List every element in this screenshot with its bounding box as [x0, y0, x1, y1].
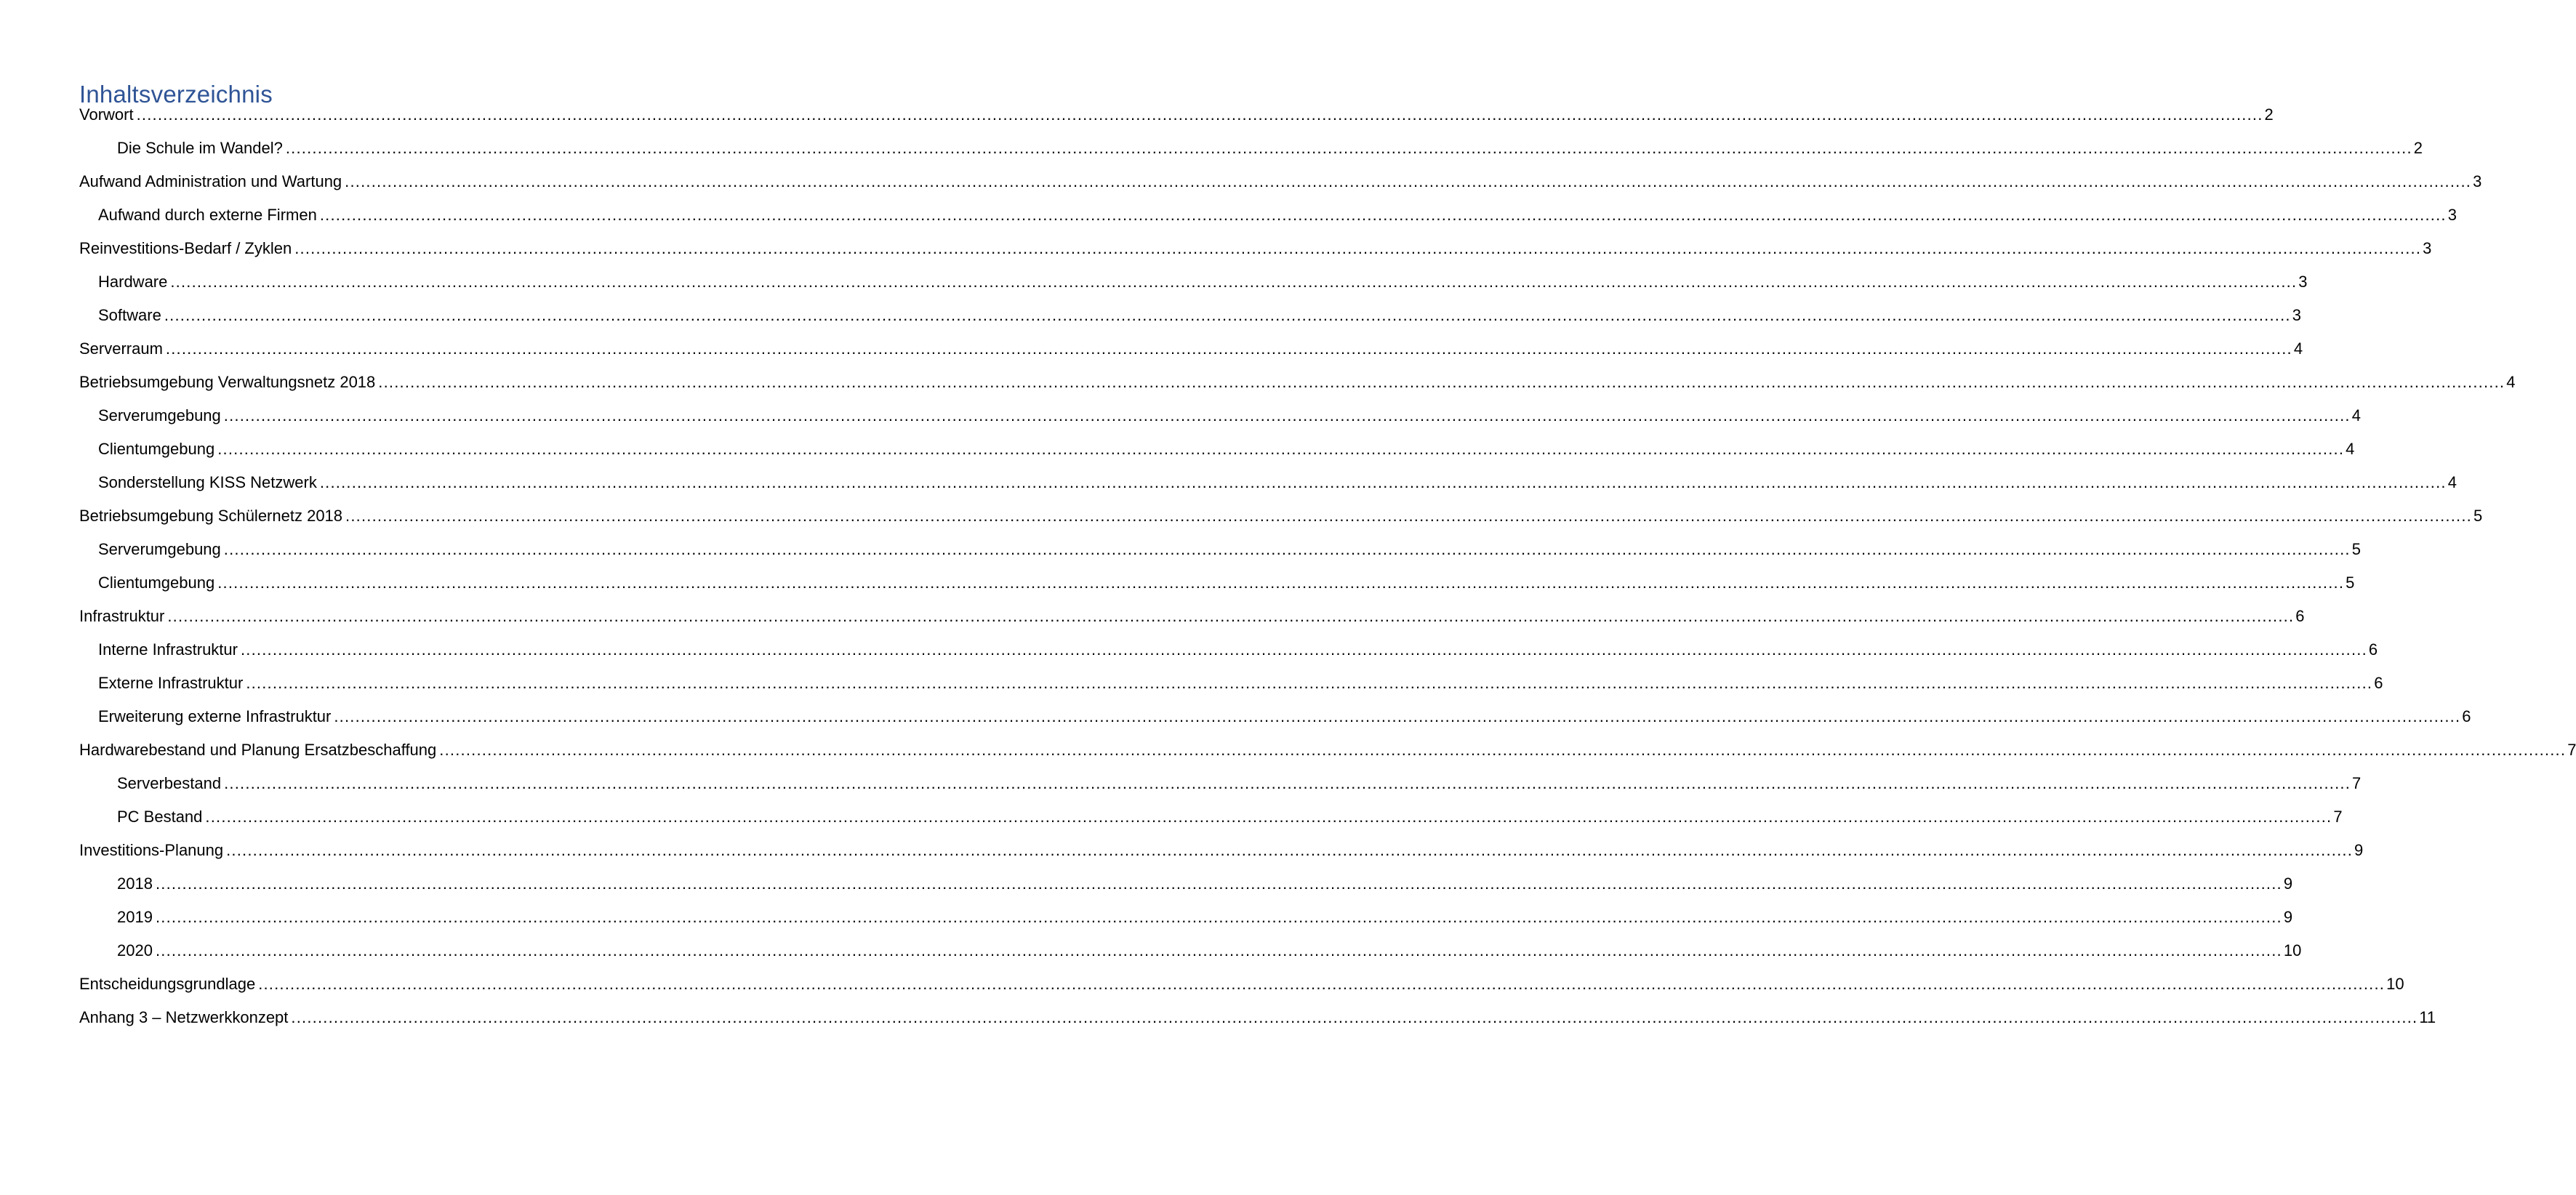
toc-dot-leader: ................................................................................................................................................................................................................................................................................................................................................................................................................ [226, 841, 2354, 859]
toc-entry-text: Sonderstellung KISS Netzwerk [98, 473, 317, 491]
toc-entry[interactable] [79, 299, 2301, 332]
toc-entry-text: Aufwand durch externe Firmen [98, 206, 317, 224]
toc-entry-page-number: 3 [2473, 172, 2482, 190]
toc-entry-text: Clientumgebung [98, 574, 215, 592]
toc-entry-text: Entscheidungsgrundlage [79, 975, 256, 993]
toc-entry-page-number: 4 [2351, 406, 2361, 425]
toc-entry-text: Vorwort [79, 105, 134, 124]
toc-dot-leader: ................................................................................................................................................................................................................................................................................................................................................................................................................ [223, 540, 2351, 558]
toc-entry-text: Reinvestitions-Bedarf / Zyklen [79, 239, 292, 257]
toc-dot-leader: ................................................................................................................................................................................................................................................................................................................................................................................................................ [378, 373, 2505, 391]
toc-entry-page-number: 6 [2368, 640, 2378, 659]
toc-entry-page-number: 7 [2352, 774, 2362, 792]
toc-entry-text: Erweiterung externe Infrastruktur [98, 707, 332, 725]
toc-entry[interactable] [79, 265, 2308, 299]
toc-entry-text: Interne Infrastruktur [98, 640, 238, 659]
toc-dot-leader: ................................................................................................................................................................................................................................................................................................................................................................................................................ [258, 975, 2386, 993]
toc-entry[interactable] [79, 566, 2355, 600]
toc-entry[interactable] [79, 399, 2361, 432]
toc-entry-text: Aufwand Administration und Wartung [79, 172, 342, 190]
toc-entry-page-number: 11 [2419, 1008, 2436, 1026]
toc-entry[interactable] [79, 867, 2293, 901]
toc-entry-text: Hardware [98, 273, 168, 291]
toc-entry[interactable] [79, 165, 2482, 198]
toc-entry-page-number: 4 [2293, 339, 2303, 358]
toc-entry-page-number: 6 [2374, 674, 2383, 692]
toc-dot-leader: ................................................................................................................................................................................................................................................................................................................................................................................................................ [246, 674, 2373, 692]
toc-entry-text: Serverumgebung [98, 406, 221, 425]
toc-dot-leader: ................................................................................................................................................................................................................................................................................................................................................................................................................ [205, 808, 2332, 826]
toc-entry-page-number: 9 [2354, 841, 2364, 859]
toc-entry-text: 2018 [117, 874, 153, 893]
toc-dot-leader: ................................................................................................................................................................................................................................................................................................................................................................................................................ [164, 306, 2291, 324]
toc-entry-page-number: 5 [2351, 540, 2361, 558]
toc-dot-leader: ................................................................................................................................................................................................................................................................................................................................................................................................................ [319, 473, 2447, 491]
toc-entry[interactable] [79, 633, 2378, 667]
toc-entry[interactable] [79, 667, 2383, 700]
toc-entry-page-number: 5 [2346, 574, 2355, 592]
toc-dot-leader: ................................................................................................................................................................................................................................................................................................................................................................................................................ [294, 239, 2422, 257]
toc-entry-page-number: 5 [2473, 507, 2483, 525]
toc-entry-text: Serverumgebung [98, 540, 221, 558]
toc-entry-page-number: 3 [2447, 206, 2457, 224]
toc-entry-text: Clientumgebung [98, 440, 215, 458]
toc-entry-text: Hardwarebestand und Planung Ersatzbeschaffung [79, 741, 437, 759]
toc-entry[interactable] [79, 1001, 2436, 1034]
toc-entry[interactable] [79, 232, 2432, 265]
toc-entry-text: PC Bestand [117, 808, 203, 826]
toc-entry-page-number: 3 [2423, 239, 2432, 257]
toc-entry-text: 2020 [117, 941, 153, 959]
toc-dot-leader: ................................................................................................................................................................................................................................................................................................................................................................................................................ [217, 574, 2345, 592]
toc-entry-page-number: 9 [2283, 874, 2293, 893]
toc-entry[interactable] [79, 98, 2274, 132]
toc-entry-text: Investitions-Planung [79, 841, 224, 859]
toc-entry-text: 2019 [117, 908, 153, 926]
toc-entry-page-number: 4 [2346, 440, 2355, 458]
toc-entry-page-number: 2 [2264, 105, 2274, 124]
toc-dot-leader: ................................................................................................................................................................................................................................................................................................................................................................................................................ [155, 941, 2282, 959]
toc-entry-text: Die Schule im Wandel? [117, 139, 283, 157]
toc-entry[interactable] [79, 700, 2471, 733]
toc-entry-page-number: 7 [2567, 741, 2576, 759]
toc-entry[interactable] [79, 934, 2302, 967]
toc-list [79, 98, 2576, 1034]
toc-entry-page-number: 3 [2292, 306, 2301, 324]
toc-dot-leader: ................................................................................................................................................................................................................................................................................................................................................................................................................ [136, 105, 2263, 124]
toc-entry[interactable] [79, 901, 2293, 934]
toc-dot-leader: ................................................................................................................................................................................................................................................................................................................................................................................................................ [291, 1008, 2418, 1026]
toc-dot-leader: ................................................................................................................................................................................................................................................................................................................................................................................................................ [345, 172, 2472, 190]
toc-entry-page-number: 9 [2283, 908, 2293, 926]
toc-dot-leader: ................................................................................................................................................................................................................................................................................................................................................................................................................ [155, 908, 2282, 926]
toc-entry-page-number: 10 [2386, 975, 2404, 993]
toc-entry[interactable] [79, 366, 2516, 399]
toc-dot-leader: ................................................................................................................................................................................................................................................................................................................................................................................................................ [165, 339, 2292, 358]
toc-dot-leader: ................................................................................................................................................................................................................................................................................................................................................................................................................ [240, 640, 2367, 659]
toc-entry[interactable] [79, 800, 2343, 834]
toc-entry-text: Serverbestand [117, 774, 222, 792]
toc-entry-text: Infrastruktur [79, 607, 165, 625]
toc-entry-text: Anhang 3 – Netzwerkkonzept [79, 1008, 289, 1026]
toc-entry-page-number: 6 [2295, 607, 2305, 625]
toc-dot-leader: ................................................................................................................................................................................................................................................................................................................................................................................................................ [167, 607, 2295, 625]
toc-entry-text: Betriebsumgebung Schülernetz 2018 [79, 507, 343, 525]
toc-entry[interactable] [79, 600, 2305, 633]
toc-entry[interactable] [79, 432, 2355, 466]
toc-title: Inhaltsverzeichnis [79, 81, 273, 108]
toc-entry[interactable] [79, 132, 2423, 165]
toc-entry[interactable] [79, 733, 2576, 767]
toc-entry[interactable] [79, 834, 2364, 867]
toc-dot-leader: ................................................................................................................................................................................................................................................................................................................................................................................................................ [334, 707, 2461, 725]
toc-entry-page-number: 3 [2298, 273, 2308, 291]
toc-dot-leader: ................................................................................................................................................................................................................................................................................................................................................................................................................ [224, 774, 2351, 792]
toc-dot-leader: ................................................................................................................................................................................................................................................................................................................................................................................................................ [285, 139, 2412, 157]
toc-entry[interactable] [79, 466, 2457, 499]
toc-dot-leader: ................................................................................................................................................................................................................................................................................................................................................................................................................ [345, 507, 2472, 525]
toc-entry[interactable] [79, 533, 2361, 566]
toc-entry-text: Serverraum [79, 339, 163, 358]
toc-entry[interactable] [79, 967, 2404, 1001]
toc-dot-leader: ................................................................................................................................................................................................................................................................................................................................................................................................................ [170, 273, 2298, 291]
toc-dot-leader: ................................................................................................................................................................................................................................................................................................................................................................................................................ [439, 741, 2567, 759]
toc-entry-page-number: 7 [2333, 808, 2343, 826]
toc-entry-text: Software [98, 306, 161, 324]
toc-entry-page-number: 2 [2413, 139, 2423, 157]
toc-entry[interactable] [79, 198, 2457, 232]
toc-entry-page-number: 6 [2462, 707, 2471, 725]
toc-dot-leader: ................................................................................................................................................................................................................................................................................................................................................................................................................ [217, 440, 2345, 458]
toc-dot-leader: ................................................................................................................................................................................................................................................................................................................................................................................................................ [155, 874, 2282, 893]
toc-entry-page-number: 10 [2283, 941, 2302, 959]
toc-dot-leader: ................................................................................................................................................................................................................................................................................................................................................................................................................ [319, 206, 2447, 224]
toc-entry[interactable] [79, 499, 2483, 533]
toc-entry-text: Betriebsumgebung Verwaltungsnetz 2018 [79, 373, 376, 391]
toc-entry-page-number: 4 [2506, 373, 2516, 391]
toc-entry-page-number: 4 [2447, 473, 2457, 491]
toc-dot-leader: ................................................................................................................................................................................................................................................................................................................................................................................................................ [223, 406, 2351, 425]
toc-entry[interactable] [79, 332, 2303, 366]
toc-entry-text: Externe Infrastruktur [98, 674, 244, 692]
toc-entry[interactable] [79, 767, 2362, 800]
